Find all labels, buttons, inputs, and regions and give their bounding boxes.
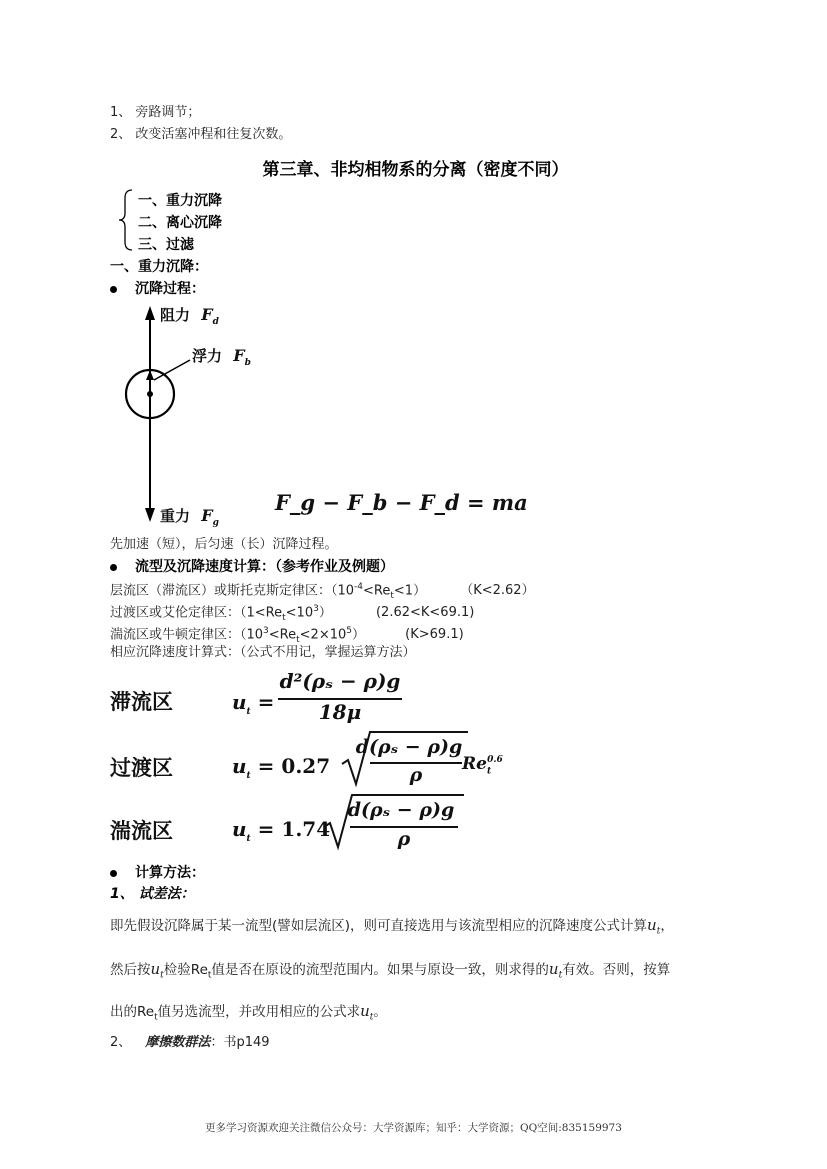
formula-numerator-turbulent: d(ρₛ − ρ)g bbox=[347, 799, 455, 821]
outline-brace bbox=[118, 188, 134, 252]
outline-item-1: 一、重力沉降 bbox=[138, 193, 222, 209]
method1-line3: 出的$Re_t$值另选流型，并改用相应的公式求$u_t$。 bbox=[110, 1002, 387, 1023]
formula-region-transition: 过渡区 bbox=[110, 756, 173, 780]
chapter-title: 第三章、非均相物系的分离（密度不同） bbox=[262, 160, 569, 180]
formula-region-laminar: 滞流区 bbox=[110, 690, 173, 714]
regime-laminar: 层流区（滞流区）或斯托克斯定律区：$(10^{-4}<Re_t<1)$ （K<2.62） bbox=[110, 582, 535, 601]
formula-denominator-transition: ρ bbox=[409, 764, 423, 786]
bullet-text: 沉降过程： bbox=[135, 281, 205, 297]
process-description: 先加速（短），后匀速（长）沉降过程。 bbox=[110, 537, 338, 552]
bullet-text: 计算方法： bbox=[135, 865, 205, 881]
formula-denominator-turbulent: ρ bbox=[397, 828, 411, 850]
footer-note: 更多学习资源欢迎关注微信公众号：大学资源库；知乎：大学资源；QQ空间:835159973 bbox=[205, 1122, 622, 1134]
bullet-flow-regime bbox=[110, 556, 394, 576]
method1-title: 1、 试差法： bbox=[110, 886, 195, 902]
method1-line1: 即先假设沉降属于某一流型(譬如层流区)，则可直接选用与该流型相应的沉降速度公式计算$u_t$， bbox=[110, 916, 674, 937]
bullet-text: 流型及沉降速度计算：（参考作业及例题） bbox=[135, 559, 394, 575]
formula-numerator-laminar: d²(ρₛ − ρ)g bbox=[279, 669, 401, 693]
regime-note: 相应沉降速度计算式：（公式不用记，掌握运算方法） bbox=[110, 645, 416, 660]
formula-region-turbulent: 湍流区 bbox=[110, 819, 173, 843]
bullet-icon bbox=[110, 870, 117, 877]
method2-line: 2、 摩擦数群法：书p149 bbox=[110, 1035, 270, 1050]
bullet-settling-process bbox=[110, 278, 205, 298]
drag-force-label: 阻力 $F_d$ bbox=[160, 305, 219, 327]
formula-re-term: $Re_t^{0.6}$ bbox=[462, 754, 503, 777]
buoyancy-force-label: 浮力 $F_b$ bbox=[192, 346, 251, 368]
method1-line2: 然后按$u_t$检验$Re_t$值是否在原设的流型范围内。如果与原设一致，则求得的$u_t$有效。否则，按算 bbox=[110, 960, 671, 981]
gravity-force-label: 重力 $F_g$ bbox=[160, 506, 219, 528]
regime-transition: 过渡区或艾伦定律区：$(1<Re_t<10^3)$ (2.62<K<69.1) bbox=[110, 604, 475, 623]
list-item-2: 2、 改变活塞冲程和往复次数。 bbox=[110, 127, 292, 142]
bullet-icon bbox=[110, 564, 117, 571]
outline-item-2: 二、离心沉降 bbox=[138, 215, 222, 231]
bullet-icon bbox=[110, 286, 117, 293]
section-heading-gravity: 一、重力沉降： bbox=[110, 259, 208, 275]
formula-lhs-laminar: $u_t$ = bbox=[232, 690, 275, 717]
bullet-calculation-method bbox=[110, 862, 205, 882]
formula-denominator-laminar: 18μ bbox=[318, 700, 362, 724]
outline-item-3: 三、过滤 bbox=[138, 237, 194, 253]
force-balance-equation: F_g − F_b − F_d = ma bbox=[275, 490, 528, 515]
formula-lhs-turbulent: $u_t = 1.74$ bbox=[232, 817, 331, 844]
formula-numerator-transition: d(ρₛ − ρ)g bbox=[355, 736, 463, 758]
list-item-1: 1、 旁路调节； bbox=[110, 105, 201, 120]
formula-lhs-transition: $u_t = 0.27$ bbox=[232, 754, 331, 781]
regime-turbulent: 湍流区或牛顿定律区：$(10^3<Re_t<2\times 10^5)$ (K>69.1) bbox=[110, 626, 464, 645]
